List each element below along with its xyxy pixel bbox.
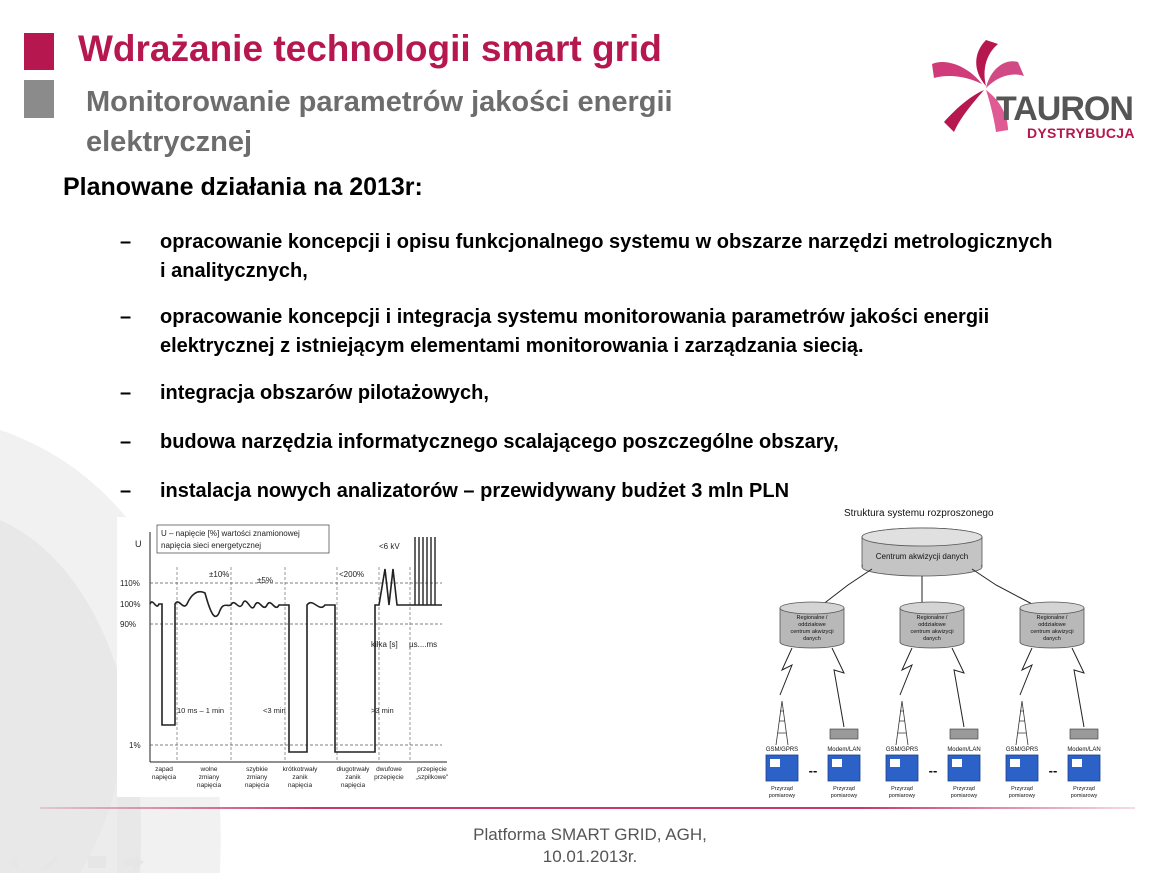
bullet-dash: –: [120, 431, 132, 453]
bullet-list: [120, 228, 1060, 506]
annotation-pm5: ±5%: [257, 576, 273, 585]
category-label: zmiany: [198, 774, 220, 781]
y-axis-label: U: [135, 539, 142, 549]
footer: [440, 824, 740, 868]
category-label: zmiany: [246, 774, 268, 781]
y-tick-100: 100%: [120, 600, 141, 609]
instrument-label: pomiarowy: [1008, 793, 1036, 799]
category-label: wolne: [200, 766, 218, 773]
category-label: przepięcie: [374, 774, 404, 781]
instrument-label: Przyrząd: [1073, 786, 1095, 792]
category-label: długotrwały: [336, 766, 370, 773]
category-label: napięcia: [151, 774, 177, 781]
category-label: krótkotrwały: [282, 766, 318, 773]
voltage-disturbance-chart: [117, 517, 457, 797]
modem-label: Modem/LAN: [827, 747, 861, 753]
regional-label: oddziałowe: [918, 622, 946, 628]
prev-slide-icon[interactable]: [8, 856, 18, 868]
regional-label: Regionalne /: [1036, 615, 1068, 621]
ellipsis-connector: --: [928, 763, 938, 778]
list-item: [120, 428, 1060, 457]
annotation-kilka-s: kilka [s]: [371, 640, 398, 649]
category-label: szybkie: [246, 766, 268, 773]
bullet-text: opracowanie koncepcji i integracja systemu monitorowania parametrów jakości energii elektrycznej z istniejącym elementami monitorowania i zarządzania siecią.: [160, 306, 990, 357]
list-item: [120, 303, 1060, 361]
instrument-label: Przyrząd: [953, 786, 975, 792]
ellipsis-connector: --: [1048, 763, 1058, 778]
regional-label: centrum akwizycji: [910, 629, 954, 635]
list-item: [120, 477, 1060, 506]
subtitle-bullet-gray: [24, 80, 54, 118]
center-label: Centrum akwizycji danych: [875, 552, 969, 561]
regional-label: Regionalne /: [796, 615, 828, 621]
category-label: „szpilkowe": [415, 774, 449, 781]
instrument-label: pomiarowy: [1070, 793, 1098, 799]
annotation-dur1: 10 ms – 1 min: [177, 706, 225, 715]
regional-label: oddziałowe: [1038, 622, 1066, 628]
footer-line2: 10.01.2013r.: [542, 847, 638, 866]
category-label: napięcia: [287, 782, 313, 789]
bullet-dash: –: [120, 480, 132, 502]
y-tick-110: 110%: [120, 579, 140, 588]
category-label: napięcia: [340, 782, 366, 789]
category-label: zanik: [345, 774, 361, 781]
instrument-label: Przyrząd: [771, 786, 793, 792]
footer-line1: Platforma SMART GRID, AGH,: [473, 825, 707, 844]
instrument-label: Przyrząd: [833, 786, 855, 792]
bullet-dash: –: [120, 231, 132, 253]
category-label: napięcia: [196, 782, 222, 789]
distributed-system-diagram: [752, 505, 1140, 805]
logo-brand-text: TAURON: [996, 90, 1133, 128]
chart-legend-line2: napięcia sieci energetycznej: [161, 541, 262, 550]
gsm-label: GSM/GPRS: [765, 747, 799, 753]
bullet-dash: –: [120, 382, 132, 404]
modem-label: Modem/LAN: [947, 747, 981, 753]
regional-label: danych: [1043, 636, 1061, 642]
pen-icon[interactable]: [42, 856, 59, 871]
y-tick-90: 90%: [120, 620, 137, 629]
modem-icon: [830, 729, 1098, 739]
regional-label: oddziałowe: [798, 622, 826, 628]
wireless-link-icon: [780, 648, 1084, 727]
instrument-label: pomiarowy: [888, 793, 916, 799]
annotation-lt6kv: <6 kV: [379, 542, 400, 551]
instrument-label: pomiarowy: [768, 793, 796, 799]
instrument-label: pomiarowy: [830, 793, 858, 799]
page-title: Wdrażanie technologii smart grid: [78, 28, 662, 69]
regional-label: danych: [923, 636, 941, 642]
category-label: dwufowe: [376, 766, 402, 773]
section-heading: Planowane działania na 2013r:: [63, 173, 423, 201]
regional-label: centrum akwizycji: [790, 629, 834, 635]
ellipsis-connector: --: [808, 763, 818, 778]
category-label: zanik: [292, 774, 308, 781]
gsm-label: GSM/GPRS: [885, 747, 919, 753]
list-item: [120, 228, 1060, 286]
bullet-dash: –: [120, 306, 132, 328]
annotation-pm10: ±10%: [209, 570, 230, 579]
regional-label: danych: [803, 636, 821, 642]
gsm-label: GSM/GPRS: [1005, 747, 1039, 753]
regional-label: Regionalne /: [916, 615, 948, 621]
regional-label: centrum akwizycji: [1030, 629, 1074, 635]
modem-label: Modem/LAN: [1067, 747, 1101, 753]
chart-legend-line1: U – napięcie [%] wartości znamionowej: [161, 529, 300, 538]
category-label: napięcia: [244, 782, 270, 789]
bullet-text: budowa narzędzia informatycznego scalającego poszczególne obszary,: [160, 431, 839, 453]
logo-subtext: DYSTRYBUCJA: [1027, 125, 1135, 141]
bullet-text: opracowanie koncepcji i opisu funkcjonalnego systemu w obszarze narzędzi metrologicznych i analitycznych,: [160, 231, 1053, 282]
slideshow-nav: [6, 852, 156, 872]
annotation-mus-ms: µs....ms: [409, 640, 438, 649]
category-label: zapad: [155, 766, 173, 773]
list-item: [120, 379, 1060, 408]
footer-divider: [40, 807, 1135, 809]
next-slide-icon[interactable]: [124, 854, 144, 870]
annotation-dur2: <3 min: [263, 706, 286, 715]
annotation-dur3: >3 min: [371, 706, 394, 715]
bullet-text: instalacja nowych analizatorów – przewidywany budżet 3 mln PLN: [160, 480, 790, 502]
y-tick-1: 1%: [129, 741, 141, 750]
instrument-label: Przyrząd: [891, 786, 913, 792]
title-bullet-red: [24, 33, 54, 70]
bullet-text: integracja obszarów pilotażowych,: [160, 382, 489, 404]
category-label: przepięcie: [417, 766, 447, 773]
antenna-tower-icon: [776, 701, 1028, 745]
instrument-label: Przyrząd: [1011, 786, 1033, 792]
page-subtitle: Monitorowanie parametrów jakości energii elektrycznej: [86, 86, 673, 158]
instrument-label: pomiarowy: [950, 793, 978, 799]
diagram-title: Struktura systemu rozproszonego: [844, 508, 994, 519]
annotation-lt200: <200%: [339, 570, 365, 579]
menu-icon[interactable]: [88, 856, 106, 868]
